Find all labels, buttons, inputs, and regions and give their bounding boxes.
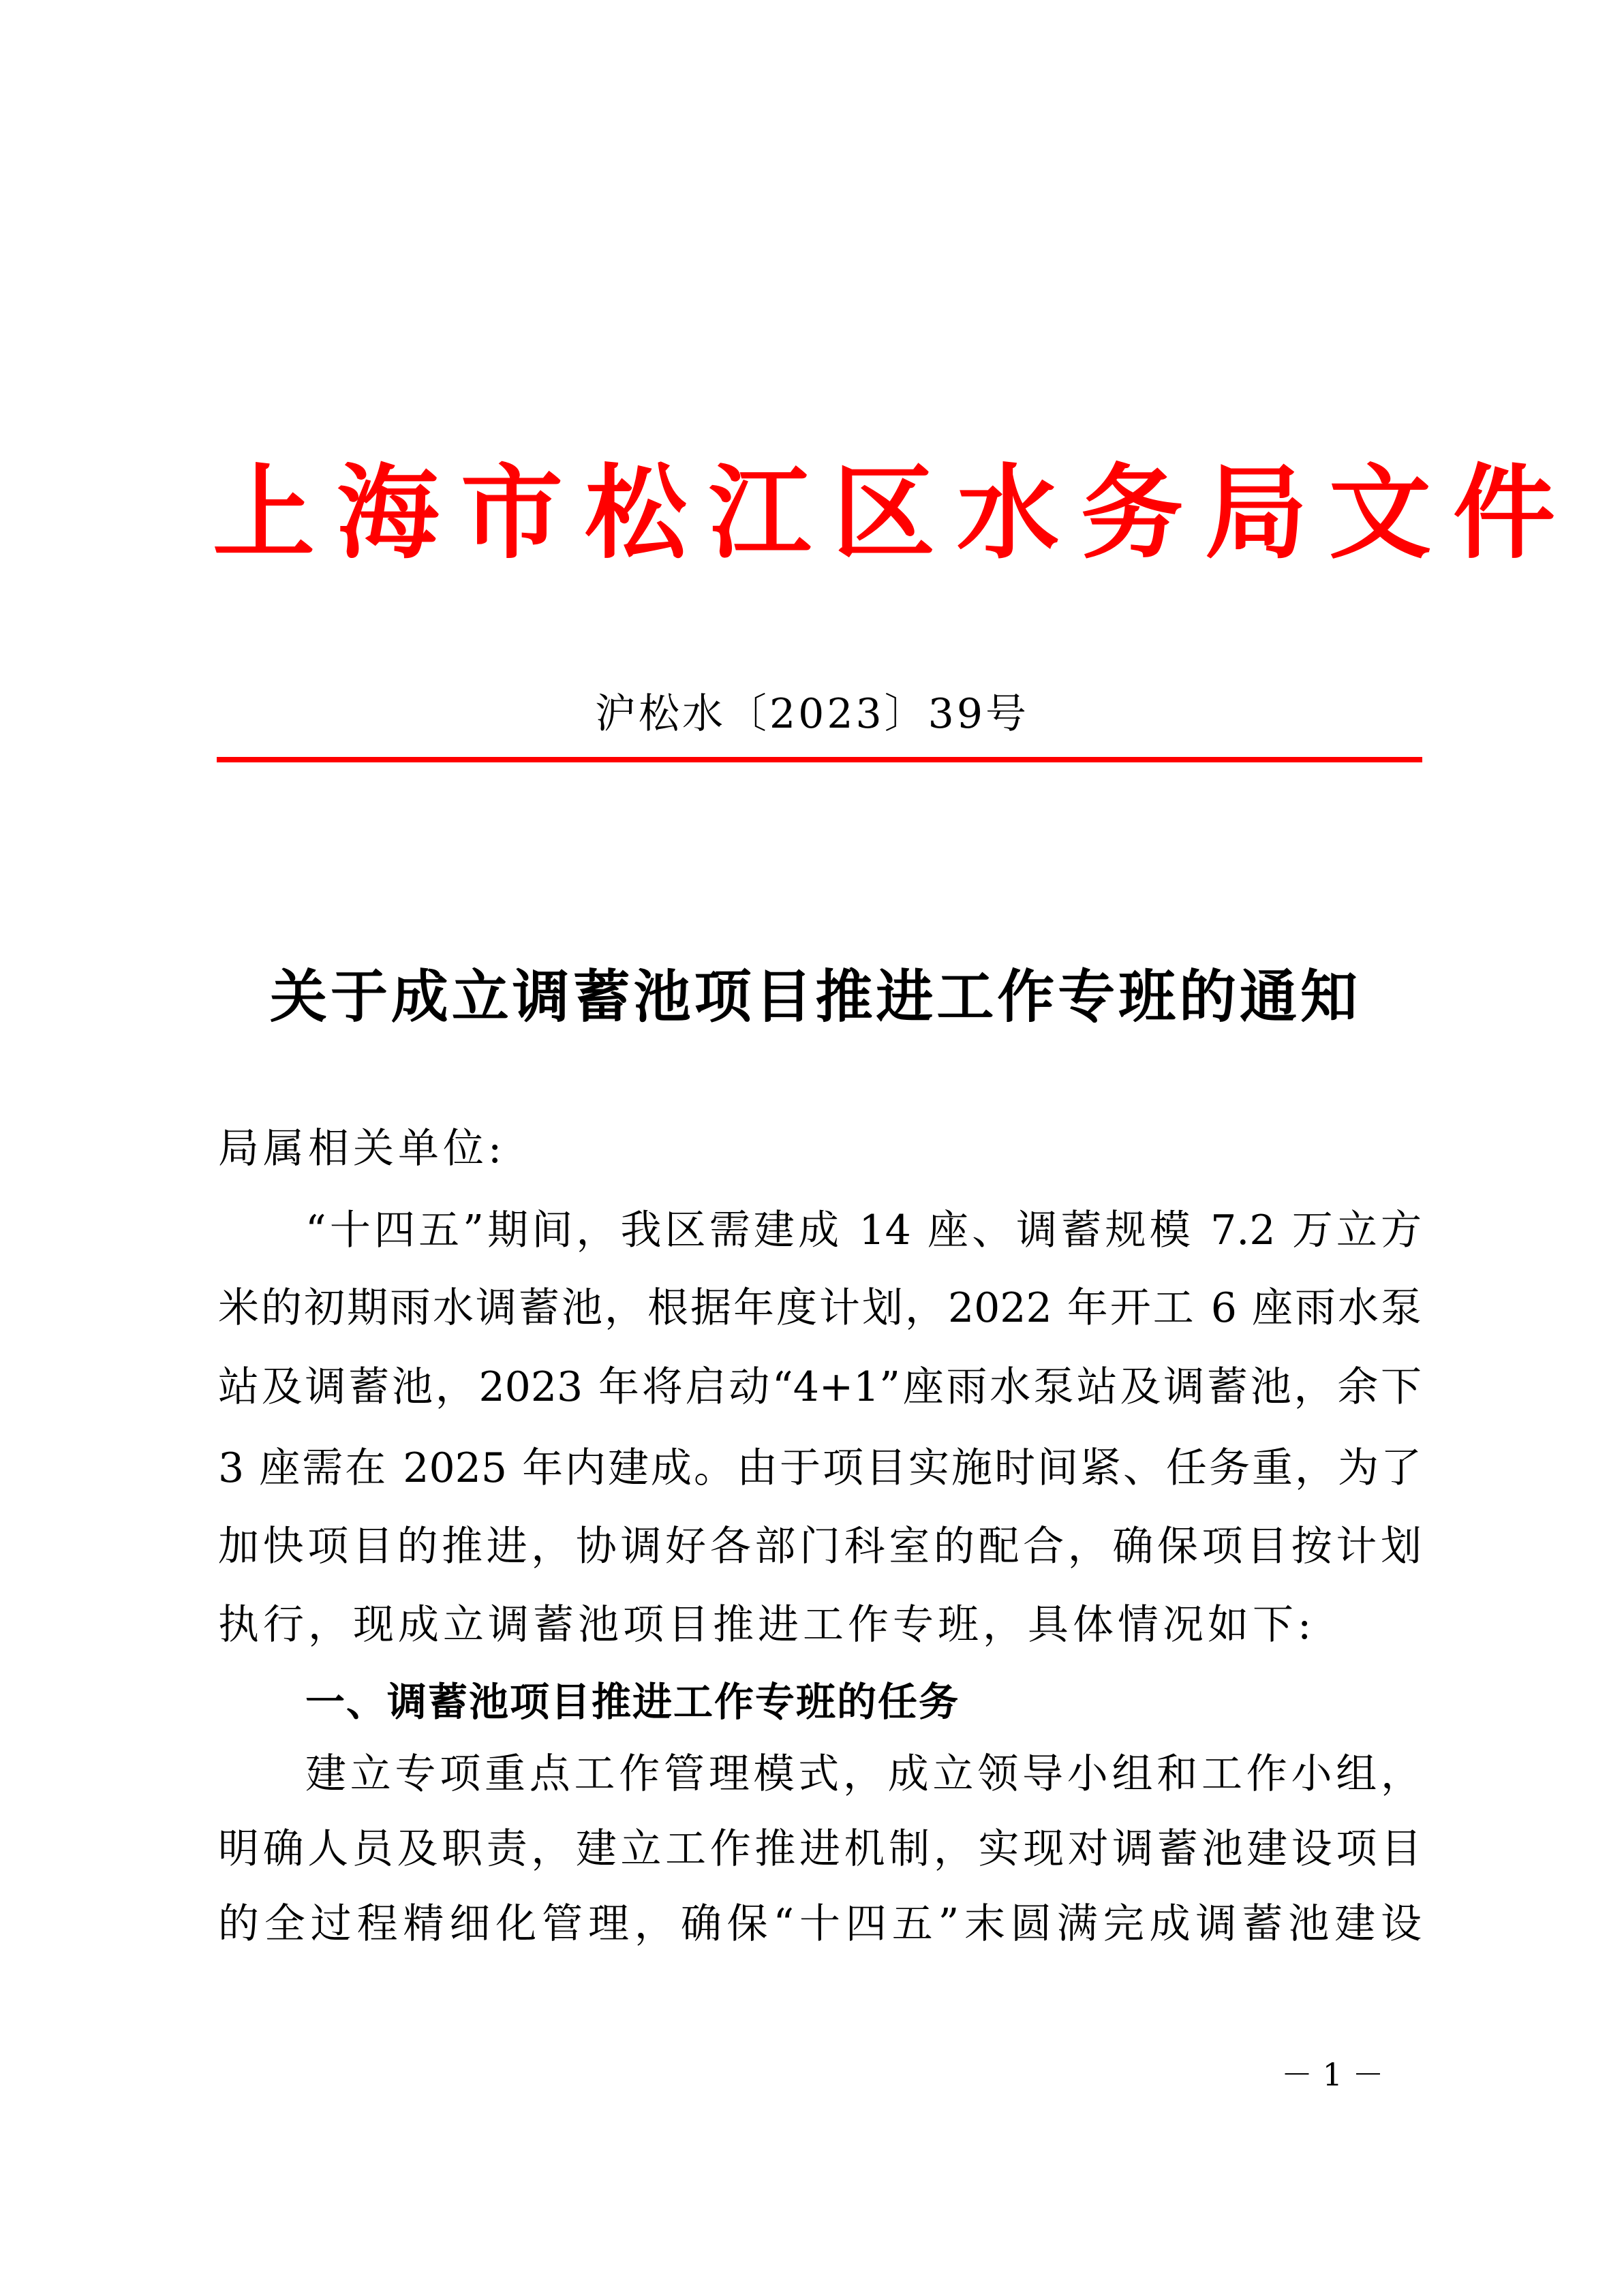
document-title: 关于成立调蓄池项目推进工作专班的通知 <box>270 963 1358 1030</box>
section-heading: 一、调蓄池项目推进工作专班的任务 <box>305 1679 960 1725</box>
paragraph-line: 执行，现成立调蓄池项目推进工作专班，具体情况如下: <box>218 1601 1316 1649</box>
page-number: － 1 － <box>1281 2056 1384 2093</box>
document-number: 沪松水〔2023〕39号 <box>594 690 1030 738</box>
paragraph-line: 明确人员及职责，建立工作推进机制，实现对调蓄池建设项目 <box>218 1825 1422 1873</box>
salutation: 局属相关单位: <box>218 1125 506 1173</box>
paragraph-line: “十四五”期间，我区需建成 14 座、调蓄规模 7.2 万立方 <box>305 1207 1422 1254</box>
paragraph-line: 站及调蓄池，2023 年将启动“4+1”座雨水泵站及调蓄池，余下 <box>218 1363 1422 1411</box>
red-divider-rule <box>217 757 1422 762</box>
paragraph-line: 的全过程精细化管理，确保“十四五”末圆满完成调蓄池建设 <box>218 1900 1422 1948</box>
paragraph-line: 3 座需在 2025 年内建成。由于项目实施时间紧、任务重，为了 <box>218 1444 1422 1492</box>
paragraph-line: 加快项目的推进，协调好各部门科室的配合，确保项目按计划 <box>218 1523 1422 1570</box>
paragraph-line: 建立专项重点工作管理模式，成立领导小组和工作小组， <box>305 1750 1422 1798</box>
issuer-header: 上海市松江区水务局文件 <box>213 453 1578 573</box>
paragraph-line: 米的初期雨水调蓄池，根据年度计划，2022 年开工 6 座雨水泵 <box>218 1284 1422 1332</box>
